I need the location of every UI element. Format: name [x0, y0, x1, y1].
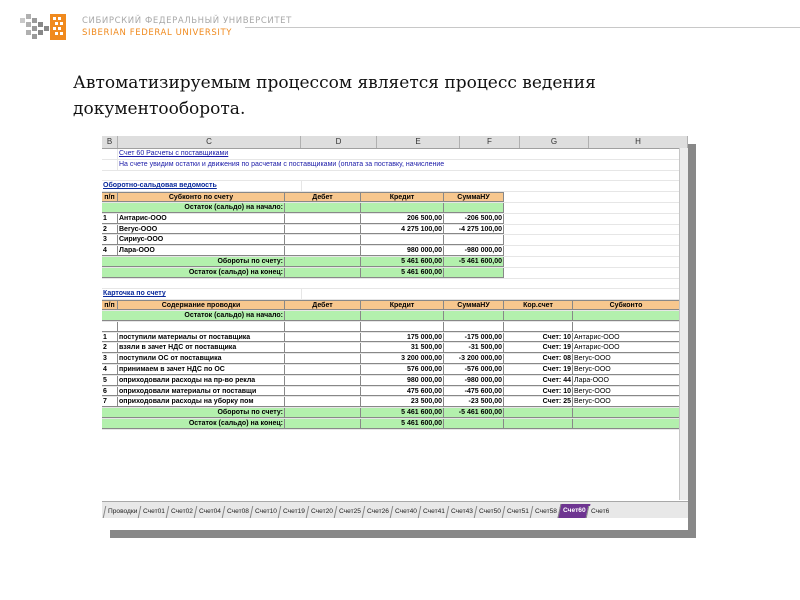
header-cell: Кредит — [361, 192, 444, 202]
row-number: 2 — [102, 225, 118, 235]
row-number: 1 — [102, 333, 118, 343]
turnover-nu: -5 461 600,00 — [444, 257, 504, 267]
debit-cell — [285, 235, 361, 245]
account-cell: Счет: 25 — [504, 397, 573, 407]
credit-cell: 576 000,00 — [361, 365, 444, 375]
sheet-grid — [102, 149, 688, 430]
closing-label: Остаток (сальдо) на конец: — [102, 419, 285, 429]
account-cell: Счет: 44 — [504, 376, 573, 386]
sheet-row — [102, 181, 688, 192]
table-row — [102, 225, 688, 236]
nu-cell: -31 500,00 — [444, 343, 504, 353]
sheet-tab[interactable]: Счет6 — [586, 506, 614, 518]
credit-cell: 206 500,00 — [361, 214, 444, 224]
table-row — [102, 246, 688, 257]
turnover-credit: 5 461 600,00 — [361, 257, 444, 267]
subconto-cell: Вегус-ООО — [573, 397, 680, 407]
header-cell: СуммаНУ — [444, 300, 504, 310]
sheet-tab[interactable]: Счет10 — [250, 506, 281, 518]
nu-cell: -475 600,00 — [444, 387, 504, 397]
card-header-row — [102, 300, 688, 311]
row-number: 6 — [102, 387, 118, 397]
card-turnover-nu: -5 461 600,00 — [444, 408, 504, 418]
card-section-title: Карточка по счету — [102, 289, 302, 299]
card-closing-credit: 5 461 600,00 — [361, 419, 444, 429]
credit-cell: 31 500,00 — [361, 343, 444, 353]
column-header-c[interactable]: C — [118, 136, 301, 148]
sheet-tab[interactable]: Проводки — [103, 506, 142, 518]
entry-text: оприходовали расходы на пр-во рекла — [118, 376, 285, 386]
debit-cell — [285, 376, 361, 386]
column-header-h[interactable]: H — [589, 136, 688, 148]
spreadsheet-screenshot — [102, 136, 688, 530]
sheet-tab[interactable]: Счет08 — [222, 506, 253, 518]
credit-cell: 475 600,00 — [361, 387, 444, 397]
university-logo — [20, 12, 70, 42]
nu-cell: -3 200 000,00 — [444, 354, 504, 364]
column-header-b[interactable]: B — [102, 136, 118, 148]
subconto-cell: Антарис-ООО — [573, 343, 680, 353]
table-row — [102, 235, 688, 246]
header-cell: Субконто — [573, 300, 680, 310]
nu-cell: -175 000,00 — [444, 333, 504, 343]
closing-credit: 5 461 600,00 — [361, 268, 444, 278]
row-number: 3 — [102, 235, 118, 245]
header-cell: Кредит — [361, 300, 444, 310]
sheet-tab[interactable]: Счет02 — [166, 506, 197, 518]
sheet-tab[interactable]: Счет04 — [194, 506, 225, 518]
debit-cell — [285, 246, 361, 256]
closing-label: Остаток (сальдо) на конец: — [102, 268, 285, 278]
subconto-cell: Антарис-ООО — [573, 333, 680, 343]
header-cell: СуммаНУ — [444, 192, 504, 202]
subconto-cell: Вегус-ООО — [573, 354, 680, 364]
row-number: 4 — [102, 246, 118, 256]
debit-cell — [285, 333, 361, 343]
turnover-header-row — [102, 192, 688, 203]
entry-text: принимаем в зачет НДС по ОС — [118, 365, 285, 375]
row-number: 2 — [102, 343, 118, 353]
vertical-scrollbar[interactable] — [679, 148, 688, 500]
table-row — [102, 376, 688, 387]
table-row — [102, 397, 688, 408]
credit-cell: 23 500,00 — [361, 397, 444, 407]
table-row — [102, 333, 688, 344]
opening-label: Остаток (сальдо) на начало: — [102, 203, 285, 213]
table-row — [102, 354, 688, 365]
header-cell: Содержание проводки — [118, 300, 285, 310]
sheet-tab[interactable]: Счет50 — [473, 506, 504, 518]
row-number: 4 — [102, 365, 118, 375]
table-row — [102, 387, 688, 398]
card-blank-row — [102, 322, 688, 333]
account-cell: Счет: 19 — [504, 343, 573, 353]
sheet-tabs — [102, 501, 688, 518]
header-cell: Дебет — [285, 300, 361, 310]
column-header-g[interactable]: G — [520, 136, 589, 148]
card-total-row — [102, 408, 688, 419]
card-turnover-credit: 5 461 600,00 — [361, 408, 444, 418]
header-cell: п/п — [102, 300, 118, 310]
turnover-total-row — [102, 257, 688, 268]
debit-cell — [285, 214, 361, 224]
debit-cell — [285, 225, 361, 235]
subconto-name: Вегус-ООО — [118, 225, 285, 235]
nu-cell — [444, 235, 504, 245]
header-cell: Кор.счет — [504, 300, 573, 310]
column-header-f[interactable]: F — [460, 136, 520, 148]
subconto-cell: Вегус-ООО — [573, 387, 680, 397]
debit-cell — [285, 343, 361, 353]
debit-cell — [285, 365, 361, 375]
sheet-tab[interactable]: Счет41 — [418, 506, 449, 518]
spreadsheet — [102, 136, 688, 530]
table-row — [102, 343, 688, 354]
credit-cell: 3 200 000,00 — [361, 354, 444, 364]
credit-cell: 175 000,00 — [361, 333, 444, 343]
nu-cell: -4 275 100,00 — [444, 225, 504, 235]
turnover-section-title: Оборотно-сальдовая ведомость — [102, 181, 302, 191]
entry-text: поступили материалы от поставщика — [118, 333, 285, 343]
account-cell: Счет: 10 — [504, 333, 573, 343]
turnover-label: Обороты по счету: — [102, 408, 285, 418]
table-row — [102, 214, 688, 225]
sheet-tab[interactable]: Счет25 — [334, 506, 365, 518]
university-name-ru: СИБИРСКИЙ ФЕДЕРАЛЬНЫЙ УНИВЕРСИТЕТ — [82, 16, 292, 26]
nu-cell: -206 500,00 — [444, 214, 504, 224]
nu-cell: -980 000,00 — [444, 376, 504, 386]
entry-text: оприходовали материалы от поставщи — [118, 387, 285, 397]
sheet-tab[interactable]: Счет19 — [278, 506, 309, 518]
account-cell: Счет: 08 — [504, 354, 573, 364]
account-cell: Счет: 10 — [504, 387, 573, 397]
header-cell: Дебет — [285, 192, 361, 202]
card-opening-row — [102, 311, 688, 322]
turnover-label: Обороты по счету: — [102, 257, 285, 267]
credit-cell: 980 000,00 — [361, 246, 444, 256]
entry-text: оприходовали расходы на уборку пом — [118, 397, 285, 407]
header-divider — [245, 27, 800, 28]
header-cell: Субконто по счету — [118, 192, 285, 202]
sheet-tab[interactable]: Счет40 — [390, 506, 421, 518]
subconto-name: Сириус-ООО — [118, 235, 285, 245]
slide-heading: Автоматизируемым процессом является процесс ведения документооборота. — [73, 73, 596, 119]
credit-cell — [361, 235, 444, 245]
row-number: 1 — [102, 214, 118, 224]
row-number: 3 — [102, 354, 118, 364]
sheet-row — [102, 149, 688, 160]
sheet-row — [102, 171, 688, 182]
table-row — [102, 365, 688, 376]
column-headers — [102, 136, 688, 149]
debit-cell — [285, 397, 361, 407]
sheet-row — [102, 279, 688, 290]
subconto-name: Антарис-ООО — [118, 214, 285, 224]
turnover-opening-row — [102, 203, 688, 214]
sheet-title-link[interactable]: Счет 60 Расчеты с поставщиками — [118, 149, 688, 159]
entry-text: поступили ОС от поставщика — [118, 354, 285, 364]
sheet-note: На счете увидим остатки и движения по расчетам с поставщиками (оплата за поставку, начисление — [118, 160, 688, 170]
subconto-cell: Лара-ООО — [573, 376, 680, 386]
debit-cell — [285, 354, 361, 364]
credit-cell: 4 275 100,00 — [361, 225, 444, 235]
sheet-tab[interactable]: Счет26 — [362, 506, 393, 518]
debit-cell — [285, 387, 361, 397]
sheet-row — [102, 289, 688, 300]
card-closing-row — [102, 419, 688, 430]
header-cell: п/п — [102, 192, 118, 202]
nu-cell: -576 000,00 — [444, 365, 504, 375]
subconto-name: Лара-ООО — [118, 246, 285, 256]
account-cell: Счет: 19 — [504, 365, 573, 375]
sheet-tab[interactable]: Счет58 — [529, 506, 560, 518]
credit-cell: 980 000,00 — [361, 376, 444, 386]
subconto-cell: Вегус-ООО — [573, 365, 680, 375]
sheet-tab[interactable]: Счет60 — [557, 504, 590, 518]
entry-text: взяли в зачет НДС от поставщика — [118, 343, 285, 353]
nu-cell: -980 000,00 — [444, 246, 504, 256]
university-name-en: SIBERIAN FEDERAL UNIVERSITY — [82, 28, 233, 38]
sheet-tab[interactable]: Счет51 — [501, 506, 532, 518]
sheet-tab[interactable]: Счет01 — [138, 506, 169, 518]
nu-cell: -23 500,00 — [444, 397, 504, 407]
sheet-tab[interactable]: Счет20 — [306, 506, 337, 518]
opening-label: Остаток (сальдо) на начало: — [102, 311, 285, 321]
column-header-d[interactable]: D — [301, 136, 377, 148]
turnover-closing-row — [102, 268, 688, 279]
sheet-row — [102, 160, 688, 171]
row-number: 5 — [102, 376, 118, 386]
row-number: 7 — [102, 397, 118, 407]
column-header-e[interactable]: E — [377, 136, 460, 148]
sheet-tab[interactable]: Счет43 — [445, 506, 476, 518]
